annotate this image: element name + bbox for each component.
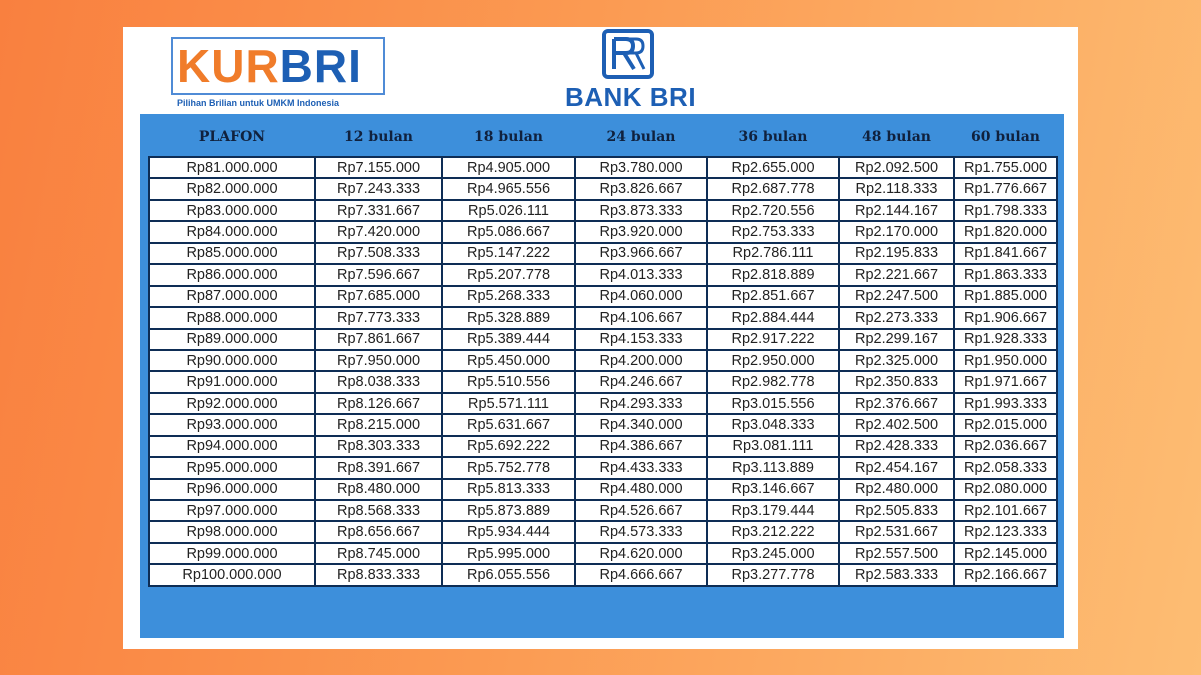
installment-cell: Rp3.015.556 <box>707 393 839 414</box>
installment-cell: Rp5.450.000 <box>442 350 575 371</box>
installment-cell: Rp3.048.333 <box>707 414 839 435</box>
plafon-cell: Rp81.000.000 <box>149 157 315 178</box>
installment-cell: Rp2.950.000 <box>707 350 839 371</box>
table-row <box>149 564 1057 585</box>
plafon-cell: Rp87.000.000 <box>149 286 315 307</box>
installment-cell: Rp7.596.667 <box>315 264 442 285</box>
installment-cell: Rp2.531.667 <box>839 521 954 542</box>
installment-cell: Rp7.331.667 <box>315 200 442 221</box>
installment-cell: Rp5.328.889 <box>442 307 575 328</box>
installment-cell: Rp4.905.000 <box>442 157 575 178</box>
plafon-cell: Rp92.000.000 <box>149 393 315 414</box>
installment-cell: Rp8.038.333 <box>315 371 442 392</box>
installment-cell: Rp1.993.333 <box>954 393 1057 414</box>
installment-cell: Rp4.433.333 <box>575 457 707 478</box>
installment-cell: Rp2.786.111 <box>707 243 839 264</box>
table-row <box>149 393 1057 414</box>
installment-cell: Rp3.179.444 <box>707 500 839 521</box>
table-row <box>149 286 1057 307</box>
installment-cell: Rp3.277.778 <box>707 564 839 585</box>
installment-cell: Rp5.934.444 <box>442 521 575 542</box>
installment-cell: Rp2.720.556 <box>707 200 839 221</box>
installment-cell: Rp6.055.556 <box>442 564 575 585</box>
plafon-cell: Rp100.000.000 <box>149 564 315 585</box>
installment-cell: Rp2.350.833 <box>839 371 954 392</box>
plafon-cell: Rp91.000.000 <box>149 371 315 392</box>
installment-cell: Rp2.144.167 <box>839 200 954 221</box>
installment-cell: Rp8.745.000 <box>315 543 442 564</box>
installment-cell: Rp4.386.667 <box>575 436 707 457</box>
installment-cell: Rp2.325.000 <box>839 350 954 371</box>
installment-cell: Rp2.402.500 <box>839 414 954 435</box>
bank-name: BANK BRI <box>564 82 697 112</box>
installment-cell: Rp2.655.000 <box>707 157 839 178</box>
installment-cell: Rp8.568.333 <box>315 500 442 521</box>
plafon-cell: Rp85.000.000 <box>149 243 315 264</box>
installment-cell: Rp2.982.778 <box>707 371 839 392</box>
installment-cell: Rp4.200.000 <box>575 350 707 371</box>
installment-cell: Rp4.246.667 <box>575 371 707 392</box>
installment-cell: Rp7.243.333 <box>315 178 442 199</box>
installment-cell: Rp2.036.667 <box>954 436 1057 457</box>
column-header-tenor: 60 bulan <box>971 129 1040 145</box>
bank-bri-logo <box>553 27 713 117</box>
installment-cell: Rp5.813.333 <box>442 479 575 500</box>
installment-cell: Rp4.293.333 <box>575 393 707 414</box>
kur-logo-wordmark <box>177 40 362 92</box>
installment-cell: Rp7.420.000 <box>315 221 442 242</box>
table-header-row <box>149 118 1057 157</box>
plafon-cell: Rp83.000.000 <box>149 200 315 221</box>
kur-installment-table <box>148 118 1058 587</box>
installment-cell: Rp1.928.333 <box>954 329 1057 350</box>
installment-cell: Rp4.106.667 <box>575 307 707 328</box>
installment-cell: Rp2.753.333 <box>707 221 839 242</box>
installment-cell: Rp4.526.667 <box>575 500 707 521</box>
installment-cell: Rp4.620.000 <box>575 543 707 564</box>
installment-cell: Rp4.013.333 <box>575 264 707 285</box>
installment-cell: Rp2.557.500 <box>839 543 954 564</box>
table-row <box>149 371 1057 392</box>
installment-cell: Rp1.755.000 <box>954 157 1057 178</box>
installment-cell: Rp2.480.000 <box>839 479 954 500</box>
installment-cell: Rp1.798.333 <box>954 200 1057 221</box>
installment-cell: Rp1.841.667 <box>954 243 1057 264</box>
plafon-cell: Rp86.000.000 <box>149 264 315 285</box>
installment-cell: Rp5.268.333 <box>442 286 575 307</box>
column-header-tenor: 48 bulan <box>862 129 931 145</box>
installment-cell: Rp2.058.333 <box>954 457 1057 478</box>
installment-cell: Rp2.505.833 <box>839 500 954 521</box>
installment-cell: Rp5.207.778 <box>442 264 575 285</box>
table-row <box>149 178 1057 199</box>
installment-cell: Rp2.376.667 <box>839 393 954 414</box>
plafon-cell: Rp84.000.000 <box>149 221 315 242</box>
installment-cell: Rp3.780.000 <box>575 157 707 178</box>
installment-cell: Rp5.692.222 <box>442 436 575 457</box>
installment-cell: Rp2.080.000 <box>954 479 1057 500</box>
installment-cell: Rp5.571.111 <box>442 393 575 414</box>
plafon-cell: Rp99.000.000 <box>149 543 315 564</box>
installment-cell: Rp4.965.556 <box>442 178 575 199</box>
installment-cell: Rp8.480.000 <box>315 479 442 500</box>
installment-cell: Rp5.026.111 <box>442 200 575 221</box>
table-body <box>149 157 1057 586</box>
installment-cell: Rp5.147.222 <box>442 243 575 264</box>
installment-cell: Rp4.480.000 <box>575 479 707 500</box>
installment-cell: Rp7.155.000 <box>315 157 442 178</box>
table-row <box>149 479 1057 500</box>
installment-cell: Rp3.081.111 <box>707 436 839 457</box>
installment-cell: Rp2.118.333 <box>839 178 954 199</box>
table-row <box>149 457 1057 478</box>
plafon-cell: Rp96.000.000 <box>149 479 315 500</box>
installment-cell: Rp4.153.333 <box>575 329 707 350</box>
plafon-cell: Rp98.000.000 <box>149 521 315 542</box>
table-row <box>149 543 1057 564</box>
installment-cell: Rp2.273.333 <box>839 307 954 328</box>
installment-cell: Rp8.391.667 <box>315 457 442 478</box>
installment-cell: Rp2.583.333 <box>839 564 954 585</box>
table-row <box>149 521 1057 542</box>
kur-logo-tagline: Pilihan Brilian untuk UMKM Indonesia <box>177 98 340 108</box>
installment-cell: Rp3.873.333 <box>575 200 707 221</box>
kur-installment-table-frame <box>140 114 1064 638</box>
bri-monogram-icon <box>602 29 654 79</box>
plafon-cell: Rp94.000.000 <box>149 436 315 457</box>
installment-cell: Rp2.101.667 <box>954 500 1057 521</box>
installment-cell: Rp7.773.333 <box>315 307 442 328</box>
kur-bri-logo <box>171 37 387 109</box>
table-row <box>149 157 1057 178</box>
installment-cell: Rp1.863.333 <box>954 264 1057 285</box>
table-row <box>149 307 1057 328</box>
installment-cell: Rp7.508.333 <box>315 243 442 264</box>
installment-cell: Rp2.428.333 <box>839 436 954 457</box>
installment-cell: Rp1.885.000 <box>954 286 1057 307</box>
installment-cell: Rp5.510.556 <box>442 371 575 392</box>
kur-logo-word-bri: BRI <box>279 40 362 92</box>
installment-cell: Rp1.820.000 <box>954 221 1057 242</box>
installment-cell: Rp8.656.667 <box>315 521 442 542</box>
installment-cell: Rp8.126.667 <box>315 393 442 414</box>
table-row <box>149 221 1057 242</box>
column-header-tenor: 12 bulan <box>344 129 413 145</box>
installment-cell: Rp5.086.667 <box>442 221 575 242</box>
installment-cell: Rp3.966.667 <box>575 243 707 264</box>
installment-cell: Rp8.215.000 <box>315 414 442 435</box>
installment-cell: Rp1.971.667 <box>954 371 1057 392</box>
plafon-cell: Rp82.000.000 <box>149 178 315 199</box>
plafon-cell: Rp93.000.000 <box>149 414 315 435</box>
plafon-cell: Rp89.000.000 <box>149 329 315 350</box>
installment-cell: Rp3.212.222 <box>707 521 839 542</box>
table-row <box>149 350 1057 371</box>
installment-cell: Rp2.454.167 <box>839 457 954 478</box>
plafon-cell: Rp95.000.000 <box>149 457 315 478</box>
installment-cell: Rp8.303.333 <box>315 436 442 457</box>
installment-cell: Rp3.920.000 <box>575 221 707 242</box>
installment-cell: Rp1.950.000 <box>954 350 1057 371</box>
installment-cell: Rp2.884.444 <box>707 307 839 328</box>
installment-cell: Rp5.995.000 <box>442 543 575 564</box>
installment-cell: Rp7.685.000 <box>315 286 442 307</box>
installment-cell: Rp1.776.667 <box>954 178 1057 199</box>
installment-cell: Rp2.247.500 <box>839 286 954 307</box>
installment-cell: Rp2.195.833 <box>839 243 954 264</box>
table-row <box>149 200 1057 221</box>
installment-cell: Rp4.666.667 <box>575 564 707 585</box>
installment-cell: Rp3.245.000 <box>707 543 839 564</box>
installment-cell: Rp2.015.000 <box>954 414 1057 435</box>
installment-cell: Rp7.861.667 <box>315 329 442 350</box>
installment-cell: Rp3.113.889 <box>707 457 839 478</box>
installment-cell: Rp2.123.333 <box>954 521 1057 542</box>
installment-cell: Rp5.389.444 <box>442 329 575 350</box>
column-header-tenor: 36 bulan <box>738 129 808 145</box>
column-header-plafon: PLAFON <box>198 129 266 145</box>
plafon-cell: Rp88.000.000 <box>149 307 315 328</box>
installment-cell: Rp1.906.667 <box>954 307 1057 328</box>
installment-cell: Rp2.145.000 <box>954 543 1057 564</box>
installment-cell: Rp2.170.000 <box>839 221 954 242</box>
installment-cell: Rp3.146.667 <box>707 479 839 500</box>
kur-logo-word-kur: KUR <box>177 40 280 92</box>
installment-cell: Rp4.060.000 <box>575 286 707 307</box>
installment-cell: Rp4.573.333 <box>575 521 707 542</box>
plafon-cell: Rp90.000.000 <box>149 350 315 371</box>
installment-cell: Rp7.950.000 <box>315 350 442 371</box>
installment-cell: Rp5.631.667 <box>442 414 575 435</box>
table-row <box>149 329 1057 350</box>
plafon-cell: Rp97.000.000 <box>149 500 315 521</box>
installment-cell: Rp2.221.667 <box>839 264 954 285</box>
installment-cell: Rp3.826.667 <box>575 178 707 199</box>
table-row <box>149 243 1057 264</box>
installment-cell: Rp2.092.500 <box>839 157 954 178</box>
content-card <box>123 27 1078 649</box>
column-header-tenor: 24 bulan <box>606 129 676 145</box>
column-header-tenor: 18 bulan <box>474 129 543 145</box>
installment-cell: Rp2.687.778 <box>707 178 839 199</box>
installment-cell: Rp2.851.667 <box>707 286 839 307</box>
installment-cell: Rp5.752.778 <box>442 457 575 478</box>
table-row <box>149 414 1057 435</box>
installment-cell: Rp4.340.000 <box>575 414 707 435</box>
installment-cell: Rp2.299.167 <box>839 329 954 350</box>
table-row <box>149 500 1057 521</box>
installment-cell: Rp2.166.667 <box>954 564 1057 585</box>
installment-cell: Rp8.833.333 <box>315 564 442 585</box>
installment-cell: Rp2.818.889 <box>707 264 839 285</box>
installment-cell: Rp2.917.222 <box>707 329 839 350</box>
table-row <box>149 436 1057 457</box>
table-row <box>149 264 1057 285</box>
installment-cell: Rp5.873.889 <box>442 500 575 521</box>
